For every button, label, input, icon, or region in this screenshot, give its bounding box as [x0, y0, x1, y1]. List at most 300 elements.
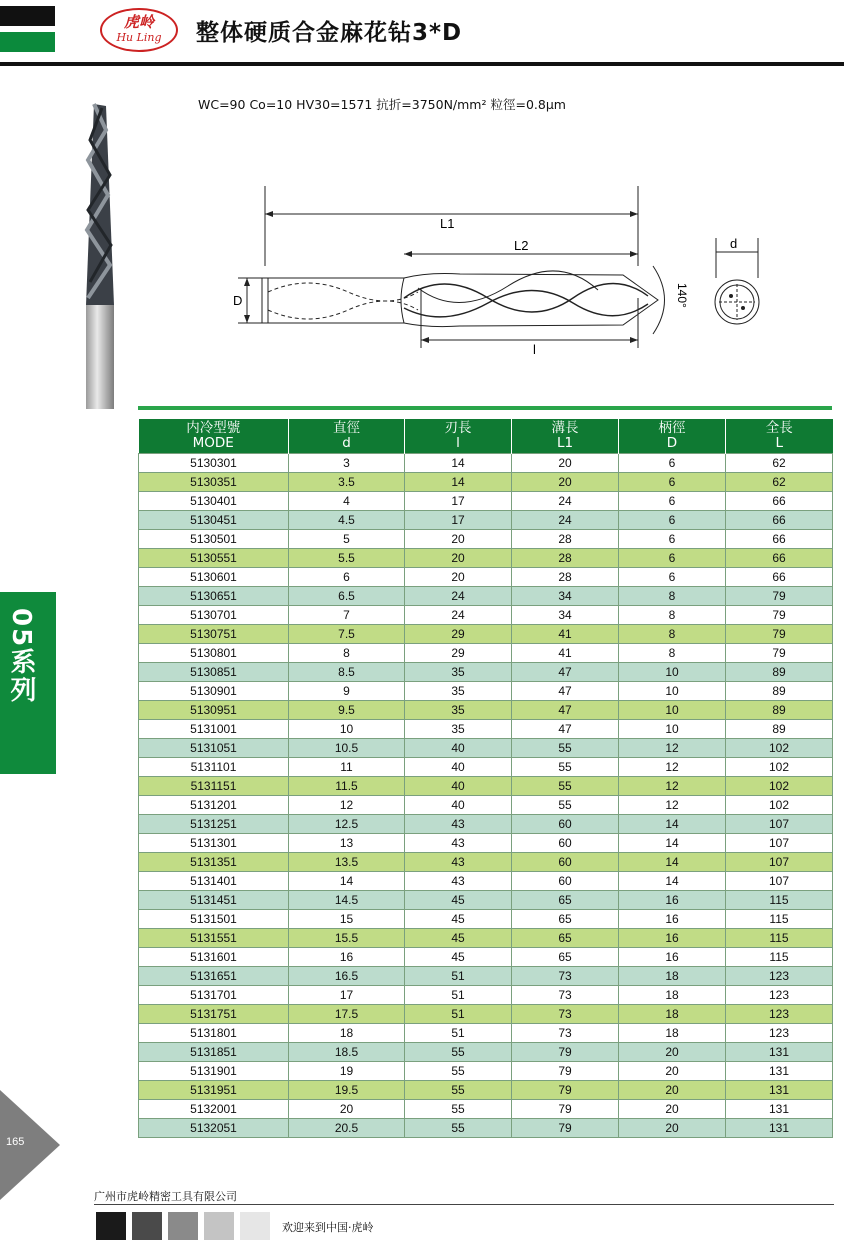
- table-cell: 17: [405, 492, 512, 511]
- table-cell: 5131801: [139, 1024, 289, 1043]
- table-cell: 10.5: [289, 739, 405, 758]
- table-body: [139, 454, 833, 1138]
- table-cell: 28: [512, 549, 619, 568]
- table-cell: 131: [726, 1081, 833, 1100]
- table-cell: 11.5: [289, 777, 405, 796]
- table-cell: 16: [619, 929, 726, 948]
- table-cell: 5131051: [139, 739, 289, 758]
- table-cell: 8.5: [289, 663, 405, 682]
- table-cell: 5130601: [139, 568, 289, 587]
- table-cell: 20: [512, 454, 619, 473]
- table-cell: 65: [512, 929, 619, 948]
- table-cell: 12: [289, 796, 405, 815]
- table-cell: 5132001: [139, 1100, 289, 1119]
- table-cell: 8: [619, 644, 726, 663]
- table-cell: 20: [619, 1081, 726, 1100]
- table-cell: 6.5: [289, 587, 405, 606]
- table-cell: 5131301: [139, 834, 289, 853]
- label-d: d: [730, 236, 738, 251]
- table-header-row: [139, 419, 833, 454]
- table-cell: 5130501: [139, 530, 289, 549]
- logo-latin: Hu Ling: [116, 31, 162, 44]
- table-cell: 55: [512, 796, 619, 815]
- table-cell: 10: [619, 720, 726, 739]
- table-cell: 102: [726, 777, 833, 796]
- footer-rule: [94, 1204, 834, 1205]
- table-cell: 20.5: [289, 1119, 405, 1138]
- table-cell: 20: [405, 530, 512, 549]
- table-cell: 115: [726, 891, 833, 910]
- column-header: [512, 419, 619, 454]
- column-header-zh: 内冷型號: [186, 420, 241, 436]
- table-cell: 79: [512, 1081, 619, 1100]
- table-cell: 40: [405, 777, 512, 796]
- table-cell: 10: [619, 682, 726, 701]
- table-row: [139, 682, 833, 701]
- table-row: [139, 739, 833, 758]
- table-cell: 47: [512, 720, 619, 739]
- table-cell: 3.5: [289, 473, 405, 492]
- table-cell: 40: [405, 796, 512, 815]
- table-cell: 41: [512, 644, 619, 663]
- table-cell: 3: [289, 454, 405, 473]
- table-cell: 24: [512, 511, 619, 530]
- table-cell: 51: [405, 1024, 512, 1043]
- table-cell: 14: [405, 473, 512, 492]
- table-cell: 15.5: [289, 929, 405, 948]
- table-cell: 51: [405, 1005, 512, 1024]
- table-cell: 13: [289, 834, 405, 853]
- table-cell: 4: [289, 492, 405, 511]
- table-cell: 43: [405, 834, 512, 853]
- table-cell: 18: [619, 967, 726, 986]
- table-row: [139, 454, 833, 473]
- table-cell: 102: [726, 758, 833, 777]
- table-cell: 12: [619, 739, 726, 758]
- table-row: [139, 777, 833, 796]
- table-cell: 14: [405, 454, 512, 473]
- table-cell: 5131351: [139, 853, 289, 872]
- table-cell: 5130551: [139, 549, 289, 568]
- table-cell: 107: [726, 815, 833, 834]
- table-cell: 115: [726, 929, 833, 948]
- table-cell: 89: [726, 682, 833, 701]
- table-cell: 35: [405, 720, 512, 739]
- table-row: [139, 891, 833, 910]
- table-row: [139, 1062, 833, 1081]
- table-cell: 5131001: [139, 720, 289, 739]
- table-cell: 16.5: [289, 967, 405, 986]
- table-row: [139, 1100, 833, 1119]
- table-row: [139, 530, 833, 549]
- table-cell: 35: [405, 701, 512, 720]
- column-header-en: D: [666, 435, 678, 451]
- table-cell: 51: [405, 986, 512, 1005]
- table-row: [139, 720, 833, 739]
- table-cell: 5131501: [139, 910, 289, 929]
- table-row: [139, 473, 833, 492]
- table-row: [139, 663, 833, 682]
- table-cell: 34: [512, 587, 619, 606]
- table-cell: 5130351: [139, 473, 289, 492]
- table-cell: 14: [619, 872, 726, 891]
- table-cell: 5130851: [139, 663, 289, 682]
- table-cell: 20: [619, 1043, 726, 1062]
- table-cell: 66: [726, 549, 833, 568]
- table-cell: 8: [619, 625, 726, 644]
- header-green-bar: [0, 32, 55, 52]
- color-swatch: [168, 1212, 198, 1240]
- table-cell: 43: [405, 872, 512, 891]
- table-row: [139, 587, 833, 606]
- table-cell: 107: [726, 834, 833, 853]
- table-cell: 55: [512, 758, 619, 777]
- table-cell: 5130301: [139, 454, 289, 473]
- table-cell: 5131251: [139, 815, 289, 834]
- table-cell: 5130701: [139, 606, 289, 625]
- table-cell: 16: [619, 891, 726, 910]
- table-row: [139, 872, 833, 891]
- table-row: [139, 625, 833, 644]
- column-header: [726, 419, 833, 454]
- table-cell: 60: [512, 872, 619, 891]
- table-cell: 16: [289, 948, 405, 967]
- table-cell: 55: [405, 1100, 512, 1119]
- table-cell: 55: [405, 1081, 512, 1100]
- table-cell: 7.5: [289, 625, 405, 644]
- table-cell: 8: [619, 606, 726, 625]
- table-cell: 9.5: [289, 701, 405, 720]
- table-cell: 17: [405, 511, 512, 530]
- table-row: [139, 986, 833, 1005]
- table-cell: 6: [619, 473, 726, 492]
- table-cell: 18: [619, 1024, 726, 1043]
- label-angle: 140°: [675, 283, 689, 308]
- table-row: [139, 796, 833, 815]
- table-cell: 45: [405, 948, 512, 967]
- logo-chinese: 虎岭: [123, 13, 154, 31]
- column-header-zh: 柄徑: [658, 420, 686, 436]
- table-cell: 8: [619, 587, 726, 606]
- table-cell: 12: [619, 758, 726, 777]
- table-cell: 5130401: [139, 492, 289, 511]
- table-cell: 89: [726, 701, 833, 720]
- column-header-zh: 刃長: [444, 420, 472, 436]
- table-cell: 12.5: [289, 815, 405, 834]
- table-cell: 5131851: [139, 1043, 289, 1062]
- table-cell: 11: [289, 758, 405, 777]
- table-cell: 24: [512, 492, 619, 511]
- table-row: [139, 1119, 833, 1138]
- table-cell: 16: [619, 948, 726, 967]
- table-cell: 66: [726, 511, 833, 530]
- table-cell: 107: [726, 853, 833, 872]
- table-cell: 5130901: [139, 682, 289, 701]
- table-row: [139, 834, 833, 853]
- table-cell: 6: [619, 454, 726, 473]
- table-row: [139, 853, 833, 872]
- table-cell: 89: [726, 663, 833, 682]
- table-cell: 12: [619, 777, 726, 796]
- table-cell: 5.5: [289, 549, 405, 568]
- table-cell: 102: [726, 796, 833, 815]
- table-cell: 5130451: [139, 511, 289, 530]
- table-cell: 14: [619, 834, 726, 853]
- table-cell: 14: [619, 815, 726, 834]
- table-top-rule: [138, 406, 832, 410]
- column-header-en: MODE: [192, 435, 234, 451]
- table-cell: 20: [619, 1062, 726, 1081]
- table-cell: 17.5: [289, 1005, 405, 1024]
- table-cell: 47: [512, 663, 619, 682]
- table-cell: 79: [726, 587, 833, 606]
- table-cell: 5131551: [139, 929, 289, 948]
- table-cell: 5130951: [139, 701, 289, 720]
- table-cell: 29: [405, 625, 512, 644]
- table-cell: 6: [619, 549, 726, 568]
- table-cell: 131: [726, 1119, 833, 1138]
- table-cell: 60: [512, 834, 619, 853]
- table-cell: 34: [512, 606, 619, 625]
- table-cell: 20: [619, 1100, 726, 1119]
- table-row: [139, 1024, 833, 1043]
- table-cell: 6: [619, 530, 726, 549]
- table-cell: 20: [405, 549, 512, 568]
- series-label: 05系列: [6, 608, 36, 705]
- table-cell: 51: [405, 967, 512, 986]
- table-cell: 66: [726, 568, 833, 587]
- table-cell: 60: [512, 853, 619, 872]
- table-cell: 5131151: [139, 777, 289, 796]
- table-cell: 5130801: [139, 644, 289, 663]
- column-header: [289, 419, 405, 454]
- table-cell: 55: [405, 1062, 512, 1081]
- column-header: [139, 419, 289, 454]
- table-cell: 40: [405, 758, 512, 777]
- company-name: 广州市虎岭精密工具有限公司: [94, 1190, 237, 1203]
- table-cell: 5131951: [139, 1081, 289, 1100]
- table-cell: 28: [512, 530, 619, 549]
- table-row: [139, 758, 833, 777]
- page-title: 整体硬质合金麻花钻3*D: [196, 20, 463, 46]
- table-cell: 6: [619, 511, 726, 530]
- table-cell: 79: [512, 1119, 619, 1138]
- table-cell: 20: [512, 473, 619, 492]
- table-cell: 18: [619, 986, 726, 1005]
- table-cell: 5131401: [139, 872, 289, 891]
- table-cell: 9: [289, 682, 405, 701]
- table-row: [139, 1005, 833, 1024]
- table-cell: 20: [405, 568, 512, 587]
- color-swatch: [132, 1212, 162, 1240]
- table-row: [139, 568, 833, 587]
- table-cell: 28: [512, 568, 619, 587]
- column-header-en: d: [342, 435, 351, 451]
- header-black-bar: [0, 6, 55, 26]
- table-cell: 65: [512, 910, 619, 929]
- table-cell: 5131601: [139, 948, 289, 967]
- table-cell: 5131101: [139, 758, 289, 777]
- color-swatch: [240, 1212, 270, 1240]
- table-cell: 14: [619, 853, 726, 872]
- table-cell: 16: [619, 910, 726, 929]
- table-cell: 20: [289, 1100, 405, 1119]
- table-cell: 66: [726, 530, 833, 549]
- table-cell: 123: [726, 967, 833, 986]
- table-cell: 5130751: [139, 625, 289, 644]
- table-cell: 5131751: [139, 1005, 289, 1024]
- column-header-en: l: [456, 435, 460, 451]
- table-cell: 73: [512, 986, 619, 1005]
- table-cell: 7: [289, 606, 405, 625]
- table-cell: 45: [405, 929, 512, 948]
- table-cell: 115: [726, 910, 833, 929]
- table-cell: 24: [405, 606, 512, 625]
- table-cell: 65: [512, 891, 619, 910]
- header-divider: [0, 62, 844, 66]
- table-cell: 35: [405, 682, 512, 701]
- table-cell: 55: [405, 1119, 512, 1138]
- table-cell: 47: [512, 701, 619, 720]
- table-row: [139, 701, 833, 720]
- table-cell: 20: [619, 1119, 726, 1138]
- table-row: [139, 967, 833, 986]
- table-cell: 73: [512, 1024, 619, 1043]
- table-cell: 5132051: [139, 1119, 289, 1138]
- table-cell: 89: [726, 720, 833, 739]
- table-cell: 12: [619, 796, 726, 815]
- table-cell: 60: [512, 815, 619, 834]
- table-cell: 13.5: [289, 853, 405, 872]
- page-number: 165: [6, 1136, 25, 1148]
- table-cell: 79: [726, 644, 833, 663]
- table-cell: 62: [726, 454, 833, 473]
- table-cell: 5131651: [139, 967, 289, 986]
- table-cell: 73: [512, 967, 619, 986]
- column-header-zh: 全長: [765, 420, 793, 436]
- brand-logo: [100, 8, 178, 52]
- table-cell: 123: [726, 986, 833, 1005]
- table-cell: 55: [512, 739, 619, 758]
- drill-diagram: [228, 178, 788, 368]
- table-cell: 5131901: [139, 1062, 289, 1081]
- table-cell: 24: [405, 587, 512, 606]
- spec-table: [138, 419, 833, 1138]
- table-cell: 79: [726, 606, 833, 625]
- drill-photo: [72, 100, 128, 412]
- table-cell: 79: [726, 625, 833, 644]
- table-cell: 4.5: [289, 511, 405, 530]
- table-row: [139, 1081, 833, 1100]
- table-cell: 43: [405, 815, 512, 834]
- table-cell: 43: [405, 853, 512, 872]
- column-header: [405, 419, 512, 454]
- label-L1: L1: [440, 216, 455, 231]
- column-header-zh: 溝長: [551, 420, 579, 436]
- table-cell: 55: [512, 777, 619, 796]
- column-header-zh: 直徑: [333, 420, 360, 436]
- table-cell: 14: [289, 872, 405, 891]
- table-cell: 18: [289, 1024, 405, 1043]
- table-cell: 73: [512, 1005, 619, 1024]
- table-cell: 29: [405, 644, 512, 663]
- table-cell: 17: [289, 986, 405, 1005]
- column-header-en: L: [775, 435, 784, 451]
- table-cell: 115: [726, 948, 833, 967]
- table-cell: 79: [512, 1062, 619, 1081]
- table-cell: 131: [726, 1100, 833, 1119]
- table-cell: 8: [289, 644, 405, 663]
- color-swatch: [204, 1212, 234, 1240]
- table-row: [139, 1043, 833, 1062]
- table-cell: 10: [289, 720, 405, 739]
- table-cell: 5131701: [139, 986, 289, 1005]
- table-cell: 41: [512, 625, 619, 644]
- table-cell: 35: [405, 663, 512, 682]
- table-cell: 6: [619, 492, 726, 511]
- table-cell: 79: [512, 1100, 619, 1119]
- table-row: [139, 948, 833, 967]
- table-row: [139, 910, 833, 929]
- label-L2: L2: [514, 238, 529, 253]
- table-cell: 5131451: [139, 891, 289, 910]
- table-row: [139, 511, 833, 530]
- color-swatch: [96, 1212, 126, 1240]
- table-cell: 131: [726, 1062, 833, 1081]
- table-cell: 47: [512, 682, 619, 701]
- table-row: [139, 492, 833, 511]
- table-cell: 123: [726, 1024, 833, 1043]
- table-row: [139, 549, 833, 568]
- label-l: l: [533, 342, 536, 357]
- table-cell: 14.5: [289, 891, 405, 910]
- table-cell: 40: [405, 739, 512, 758]
- table-cell: 18: [619, 1005, 726, 1024]
- table-cell: 15: [289, 910, 405, 929]
- table-cell: 5131201: [139, 796, 289, 815]
- table-row: [139, 606, 833, 625]
- table-cell: 6: [289, 568, 405, 587]
- table-row: [139, 929, 833, 948]
- table-cell: 5130651: [139, 587, 289, 606]
- table-cell: 10: [619, 701, 726, 720]
- material-spec: WC=90 Co=10 HV30=1571 抗折=3750N/mm² 粒徑=0.8μm: [198, 97, 566, 112]
- welcome-text: 欢迎来到中国·虎岭: [282, 1221, 374, 1234]
- table-cell: 123: [726, 1005, 833, 1024]
- table-cell: 79: [512, 1043, 619, 1062]
- table-cell: 66: [726, 492, 833, 511]
- table-cell: 131: [726, 1043, 833, 1062]
- table-cell: 45: [405, 910, 512, 929]
- table-cell: 6: [619, 568, 726, 587]
- table-cell: 55: [405, 1043, 512, 1062]
- table-cell: 10: [619, 663, 726, 682]
- table-cell: 5: [289, 530, 405, 549]
- table-cell: 107: [726, 872, 833, 891]
- table-cell: 19: [289, 1062, 405, 1081]
- label-D: D: [233, 293, 243, 308]
- table-cell: 19.5: [289, 1081, 405, 1100]
- table-row: [139, 644, 833, 663]
- column-header-en: L1: [556, 435, 574, 451]
- table-cell: 18.5: [289, 1043, 405, 1062]
- table-cell: 65: [512, 948, 619, 967]
- table-row: [139, 815, 833, 834]
- table-cell: 62: [726, 473, 833, 492]
- column-header: [619, 419, 726, 454]
- table-cell: 102: [726, 739, 833, 758]
- table-cell: 45: [405, 891, 512, 910]
